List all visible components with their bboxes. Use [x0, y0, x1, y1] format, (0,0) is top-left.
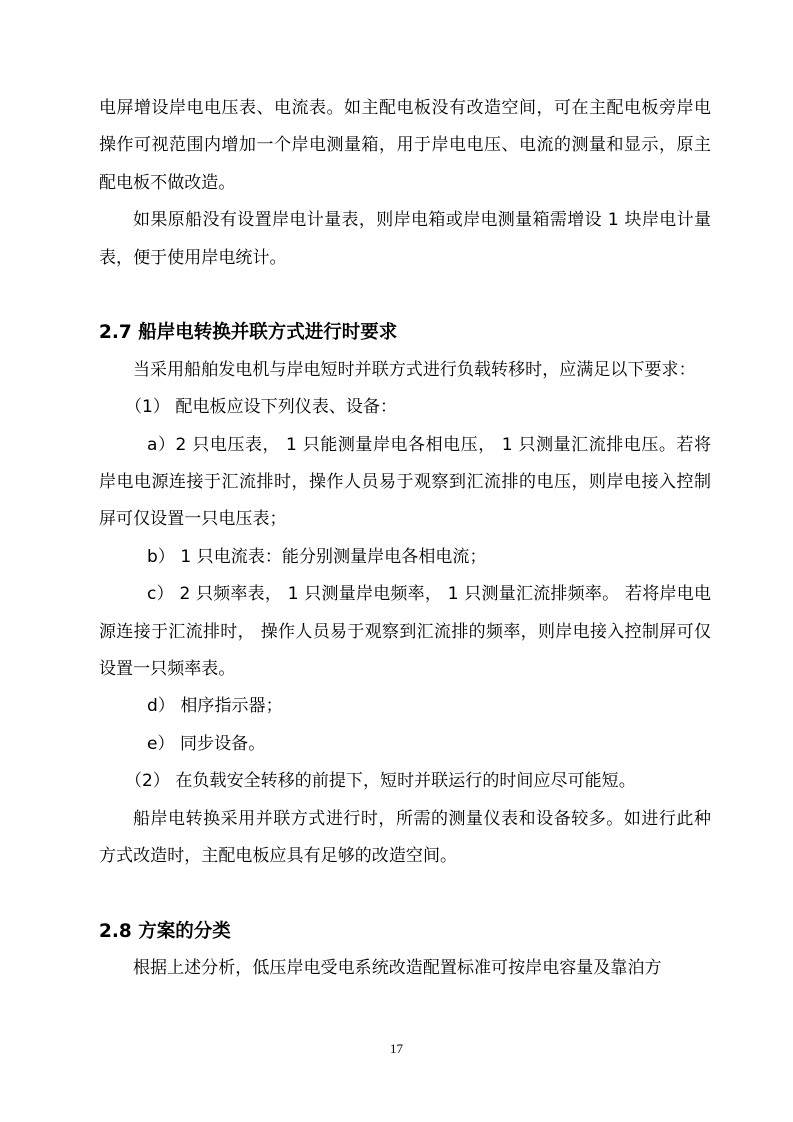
- section-spacer: [99, 876, 711, 913]
- list-item-a: a）2 只电压表， 1 只能测量岸电各相电压， 1 只测量汇流排电压。若将岸电电源连接于汇流排时，操作人员易于观察到汇流排的电压，则岸电接入控制屏可仅设置一只电压表；: [99, 434, 711, 530]
- paragraph-parallel-intro: 当采用船舶发电机与岸电短时并联方式进行负载转移时，应满足以下要求：: [133, 359, 696, 380]
- paragraph-parallel-closing: 船岸电转换采用并联方式进行时，所需的测量仪表和设备较多。如进行此种方式改造时，主配电板应具有足够的改造空间。: [99, 808, 711, 867]
- section-heading-2-7: 2.7 船岸电转换并联方式进行时要求: [99, 322, 398, 344]
- paragraph-shore-energy-meter: 如果原船没有设置岸电计量表，则岸电箱或岸电测量箱需增设 1 块岸电计量表，便于使用岸电统计。: [99, 210, 711, 268]
- list-item-b: b） 1 只电流表：能分别测量岸电各相电流；: [147, 546, 487, 567]
- list-item-c: c） 2 只频率表， 1 只测量岸电频率， 1 只测量汇流排频率。 若将岸电电源连接于汇流排时， 操作人员易于观察到汇流排的频率，则岸电接入控制屏可仅设置一只频率表。: [99, 584, 711, 680]
- section-heading-2-8: 2.8 方案的分类: [99, 920, 231, 942]
- paragraph-shore-meter-box: 电屏增设岸电电压表、电流表。如主配电板没有改造空间，可在主配电板旁岸电操作可视范围内增加一个岸电测量箱，用于岸电电压、电流的测量和显示，原主配电板不做改造。: [99, 98, 711, 193]
- list-item-e: e） 同步设备。: [147, 733, 266, 754]
- page-number: 17: [390, 1041, 403, 1056]
- section-spacer: [99, 277, 711, 314]
- list-item-d: d） 相序指示器；: [147, 696, 283, 717]
- page-content: [99, 90, 711, 988]
- paragraph-classification-intro: 根据上述分析，低压岸电受电系统改造配置标准可按岸电容量及靠泊方: [133, 958, 662, 979]
- list-item-1: （1） 配电板应设下列仪表、设备：: [125, 397, 398, 418]
- list-item-2: （2） 在负载安全转移的前提下，短时并联运行的时间应尽可能短。: [125, 771, 636, 792]
